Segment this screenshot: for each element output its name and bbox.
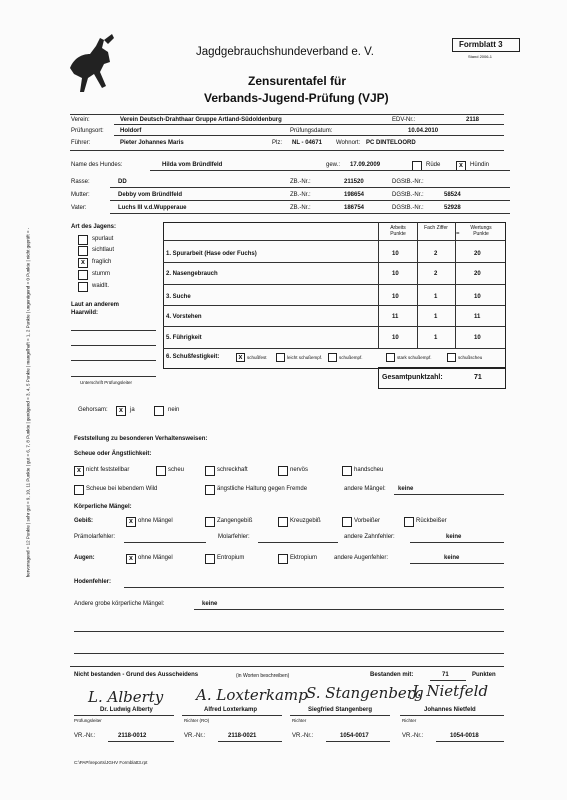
rule — [410, 563, 504, 564]
datum-value: 10.04.2010 — [408, 128, 439, 134]
judge-role: Richter — [292, 718, 307, 723]
scheue-label-scheu: scheu — [168, 467, 185, 473]
rasse-zb-label: ZB.-Nr.: — [290, 179, 311, 185]
rasse-value: DD — [118, 179, 127, 185]
score-fach: 2 — [434, 271, 438, 277]
vr-value: 2118-0021 — [228, 733, 257, 739]
schuss-label-scheu: schußscheu — [458, 355, 483, 360]
schuss-label-schussempf: schußempf. — [339, 355, 363, 360]
ort-label: Prüfungsort: — [71, 128, 104, 134]
rule — [70, 114, 504, 115]
fuehrer-label: Führer: — [71, 140, 91, 146]
vater-dgstb-value: 52928 — [444, 205, 461, 211]
huendin-label: Hündin — [470, 162, 490, 168]
schuss-label: 6. Schußfestigkeit: — [166, 354, 220, 360]
laut-line — [71, 330, 156, 331]
gehorsam-label: Gehorsam: — [78, 407, 108, 413]
gebiss-label-zange: Zangengebiß — [217, 518, 253, 524]
vater-zb-label: ZB.-Nr.: — [290, 205, 311, 211]
col-arbeits: Arbeits Punkte — [390, 225, 406, 237]
mutter-dgstb-label: DGStB.-Nr.: — [392, 192, 424, 198]
signature-image: S. Stangenberg — [306, 684, 424, 702]
molar-label: Molarfehler: — [218, 534, 250, 540]
jagen-checkbox-sichtlaut[interactable] — [78, 246, 88, 256]
gebiss-checkbox-zange[interactable] — [205, 517, 215, 527]
col-fach: Fach Ziffer — [424, 225, 448, 231]
rule — [110, 200, 510, 201]
title-line-2: Verbands-Jugend-Prüfung (VJP) — [204, 91, 389, 105]
jagen-label-stumm: stumm — [92, 271, 110, 277]
rule — [410, 542, 504, 543]
augen-checkbox-ektropium[interactable] — [278, 554, 288, 564]
hoden-label: Hodenfehler: — [74, 579, 112, 585]
vr-value: 1054-0018 — [450, 733, 479, 739]
rule — [114, 135, 504, 136]
schuss-checkbox-scheu[interactable] — [447, 353, 456, 362]
scheue-label-nicht: nicht feststellbar — [86, 467, 130, 473]
scheue-checkbox-scheu[interactable] — [156, 466, 166, 476]
rule — [110, 187, 510, 188]
scheue-checkbox-handscheu[interactable] — [342, 466, 352, 476]
mutter-label: Mutter: — [71, 192, 90, 198]
dog-name-value: Hilda vom Bründlfeld — [162, 162, 223, 168]
score-arbeit: 10 — [392, 335, 399, 341]
rule — [194, 609, 504, 610]
rule — [70, 150, 504, 151]
gebiss-checkbox-rueckbeisser[interactable] — [404, 517, 414, 527]
rule — [124, 542, 206, 543]
score-row-label: 2. Nasengebrauch — [166, 271, 218, 277]
scheue-checkbox-nicht[interactable]: x — [74, 466, 84, 476]
jagen-checkbox-fraglich[interactable]: x — [78, 258, 88, 268]
vr-label: VR.-Nr.: — [402, 733, 424, 739]
row-rule — [163, 305, 505, 306]
vr-label: VR.-Nr.: — [292, 733, 314, 739]
vater-value: Luchs III v.d.Wupperaue — [118, 205, 187, 211]
edv-label: EDV-Nr.: — [392, 117, 416, 123]
gebiss-label-kreuz: Kreuzgebiß — [290, 518, 321, 524]
rule — [430, 680, 466, 681]
verein-value: Verein Deutsch-Drahthaar Gruppe Artland-Südoldenburg — [120, 117, 282, 123]
vr-value: 2118-0012 — [118, 733, 147, 739]
vater-label: Vater: — [71, 205, 87, 211]
mutter-zb-label: ZB.-Nr.: — [290, 192, 311, 198]
rasse-zb-value: 211520 — [344, 179, 364, 185]
andere-zahn-value: keine — [446, 534, 462, 540]
score-row-label: 1. Spurarbeit (Hase oder Fuchs) — [166, 251, 257, 257]
score-wertung: 20 — [474, 251, 481, 257]
rule — [70, 666, 504, 667]
score-wertung: 20 — [474, 271, 481, 277]
rule — [394, 494, 504, 495]
rule — [326, 741, 390, 742]
scheue-title: Scheue oder Ängstlichkeit: — [74, 451, 152, 457]
org-name: Jagdgebrauchshundeverband e. V. — [196, 46, 374, 58]
gebiss-label-rueckbeisser: Rückbeißer — [416, 518, 447, 524]
augen-checkbox-ohne[interactable]: x — [126, 554, 136, 564]
mutter-value: Debby vom Bründlfeld — [118, 192, 183, 198]
schuss-label-schussfest: schußfest — [247, 355, 267, 360]
unterschrift-label: Unterschrift Prüfungsleiter — [80, 380, 133, 385]
andere-augen-value: keine — [444, 555, 460, 561]
augen-label-ohne: ohne Mängel — [138, 555, 173, 561]
rule — [182, 715, 282, 716]
gebiss-label-ohne: ohne Mängel — [138, 518, 173, 524]
score-arbeit: 10 — [392, 271, 399, 277]
signature-line — [71, 376, 156, 377]
schuss-checkbox-schussfest[interactable]: x — [236, 353, 245, 362]
scheue-label-schreckhaft: schreckhaft — [217, 467, 248, 473]
judge-name: Johannes Nietfeld — [424, 707, 476, 713]
gebiss-checkbox-vorbeisser[interactable] — [342, 517, 352, 527]
col-wertungs: Wertungs Punkte — [470, 225, 492, 237]
score-wertung: 10 — [474, 294, 481, 300]
score-fach: 1 — [434, 294, 438, 300]
rule — [108, 741, 174, 742]
scheue-checkbox-nervoes[interactable] — [278, 466, 288, 476]
andere-maengel-value: keine — [398, 486, 414, 492]
andere-zahn-label: andere Zahnfehler: — [344, 534, 395, 540]
rule — [74, 653, 504, 654]
aengstlich-checkbox[interactable] — [205, 485, 215, 495]
schuss-checkbox-leicht[interactable] — [276, 353, 285, 362]
form-label: Formblatt 3 — [459, 40, 503, 49]
judge-role: Prüfungsleiter — [74, 718, 102, 723]
signature-image: L. Alberty — [88, 688, 164, 706]
rule — [114, 124, 504, 125]
jagen-label-spurlaut: spurlaut — [92, 236, 114, 242]
gehorsam-nein-checkbox[interactable] — [154, 406, 164, 416]
jagen-title: Art des Jagens: — [71, 224, 117, 230]
rule — [150, 170, 510, 171]
laut-line — [71, 360, 156, 361]
judge-name: Siegfried Stangenberg — [308, 707, 373, 713]
augen-label: Augen: — [74, 555, 95, 561]
grobe-value: keine — [202, 601, 218, 607]
jagen-checkbox-spurlaut[interactable] — [78, 235, 88, 245]
mutter-dgstb-value: 58524 — [444, 192, 461, 198]
rule — [74, 715, 174, 716]
andere-maengel-label: andere Mängel: — [344, 486, 386, 492]
schuss-checkbox-stark[interactable] — [386, 353, 395, 362]
nicht-bestanden-label: Nicht bestanden - Grund des Ausscheidens — [74, 672, 199, 678]
rule — [110, 213, 510, 214]
gehorsam-ja-checkbox[interactable]: x — [116, 406, 126, 416]
gehorsam-ja-label: ja — [130, 407, 135, 413]
wohnort-value: PC DINTELOORD — [366, 140, 416, 146]
signature-image: J. Nietfeld — [412, 682, 489, 700]
gesamt-value: 71 — [474, 374, 482, 381]
verein-label: Verein: — [71, 117, 90, 123]
plz-value: NL - 04671 — [292, 140, 322, 146]
rule — [290, 715, 390, 716]
rule — [400, 715, 504, 716]
jagen-label-fraglich: fraglich — [92, 259, 112, 265]
edv-value: 2118 — [466, 117, 480, 123]
jagen-label-waidlt: waidlt. — [92, 283, 110, 289]
rasse-label: Rasse: — [71, 179, 90, 185]
row-rule — [163, 284, 505, 285]
andere-augen-label: andere Augenfehler: — [334, 555, 389, 561]
nicht-bestanden-hint: (in Worten beschreiben) — [236, 673, 290, 679]
score-fach: 2 — [434, 251, 438, 257]
laut-title-2: Haarwild: — [71, 310, 99, 316]
datum-label: Prüfungsdatum: — [290, 128, 333, 134]
judge-name: Dr. Ludwig Alberty — [100, 707, 153, 713]
score-row-label: 5. Führigkeit — [166, 335, 202, 341]
score-wertung: 11 — [474, 314, 481, 320]
file-path: C:\PAPI\reports\JGHV Formblatt3.rpt — [74, 760, 148, 765]
gebiss-checkbox-ohne[interactable]: x — [126, 517, 136, 527]
horse-logo — [60, 28, 125, 98]
judge-name: Alfred Loxterkamp — [204, 707, 258, 713]
wohnort-label: Wohnort: — [336, 140, 361, 146]
col-eq: = — [456, 231, 460, 237]
dog-name-label: Name des Hundes: — [71, 162, 123, 168]
stand-label: Stand 2006-1 — [468, 54, 493, 59]
jagen-checkbox-waidlt[interactable] — [78, 282, 88, 292]
gebiss-label: Gebiß: — [74, 518, 93, 524]
form-label-box — [452, 38, 520, 52]
row-rule — [163, 262, 505, 263]
scheue-label-nervoes: nervös — [290, 467, 309, 473]
gesamt-label: Gesamtpunktzahl: — [382, 374, 443, 381]
grobe-label: Andere grobe körperliche Mängel: — [74, 601, 165, 607]
plz-label: Plz: — [272, 140, 283, 146]
laut-title-1: Laut an anderem — [71, 302, 120, 308]
scale-legend: hervorragend = 12 Punkte | sehr gut = 9, 10, 11 Punkte | gut = 6, 7, 8 Punkte | genügend = 3, 4, 5 Punkte | mangelhaft = 1, 2 Punkte | ungenügend = 0 Punkte | nicht geprüft = - — [25, 227, 31, 578]
schuss-checkbox-schussempf[interactable] — [328, 353, 337, 362]
vr-label: VR.-Nr.: — [74, 733, 96, 739]
rule — [218, 741, 282, 742]
vr-value: 1054-0017 — [340, 733, 369, 739]
punkten-label: Punkten — [472, 672, 496, 678]
score-fach: 1 — [434, 314, 438, 320]
vater-dgstb-label: DGStB.-Nr.: — [392, 205, 424, 211]
gew-value: 17.09.2009 — [350, 162, 381, 168]
ort-value: Holdorf — [120, 128, 142, 134]
mutter-zb-value: 198654 — [344, 192, 365, 198]
rasse-dgstb-label: DGStB.-Nr.: — [392, 179, 424, 185]
augen-label-entropium: Entropium — [217, 555, 245, 561]
rule — [258, 542, 338, 543]
schuss-label-leicht: leicht schußempf. — [287, 355, 323, 360]
bestanden-label: Bestanden mit: — [370, 672, 414, 678]
judge-role: Richter — [402, 718, 417, 723]
koerper-title: Körperliche Mängel: — [74, 504, 132, 510]
vr-label: VR.-Nr.: — [184, 733, 206, 739]
augen-checkbox-entropium[interactable] — [205, 554, 215, 564]
title-line-1: Zensurentafel für — [248, 74, 347, 88]
aengstlich-label: ängstliche Haltung gegen Fremde — [217, 486, 308, 492]
gebiss-checkbox-kreuz[interactable] — [278, 517, 288, 527]
gebiss-label-vorbeisser: Vorbeißer — [354, 518, 381, 524]
vater-zb-value: 186754 — [344, 205, 365, 211]
judge-role: Richter (RO) — [184, 718, 210, 723]
score-fach: 1 — [434, 335, 438, 341]
row-rule — [163, 348, 505, 349]
jagen-checkbox-stumm[interactable] — [78, 270, 88, 280]
signature-image: A. Loxterkamp — [196, 686, 308, 704]
huendin-checkbox[interactable]: x — [456, 161, 466, 171]
verhalten-title: Feststellung zu besonderen Verhaltensweisen: — [74, 436, 208, 442]
score-wertung: 10 — [474, 335, 481, 341]
rule — [436, 741, 504, 742]
score-arbeit: 11 — [392, 314, 399, 320]
gew-label: gew.: — [326, 162, 341, 168]
laut-line — [71, 345, 156, 346]
bestanden-value: 71 — [442, 672, 449, 678]
scheue-checkbox-schreckhaft[interactable] — [205, 466, 215, 476]
scheue-label-handscheu: handscheu — [354, 467, 384, 473]
praemolar-label: Prämolarfehler: — [74, 534, 116, 540]
score-arbeit: 10 — [392, 294, 399, 300]
rule — [124, 587, 504, 588]
row-rule — [163, 326, 505, 327]
score-row-label: 3. Suche — [166, 294, 191, 300]
score-row-label: 4. Vorstehen — [166, 314, 202, 320]
schuss-label-stark: stark schußempf. — [397, 355, 432, 360]
ruede-label: Rüde — [426, 162, 441, 168]
gehorsam-nein-label: nein — [168, 407, 180, 413]
jagen-label-sichtlaut: sichtlaut — [92, 247, 115, 253]
scheue-wild-checkbox[interactable] — [74, 485, 84, 495]
fuehrer-value: Pieter Johannes Maris — [120, 140, 184, 146]
row-rule — [163, 240, 505, 241]
rule — [74, 631, 504, 632]
score-arbeit: 10 — [392, 251, 399, 257]
scheue-wild-label: Scheue bei lebendem Wild — [86, 486, 158, 492]
augen-label-ektropium: Ektropium — [290, 555, 318, 561]
